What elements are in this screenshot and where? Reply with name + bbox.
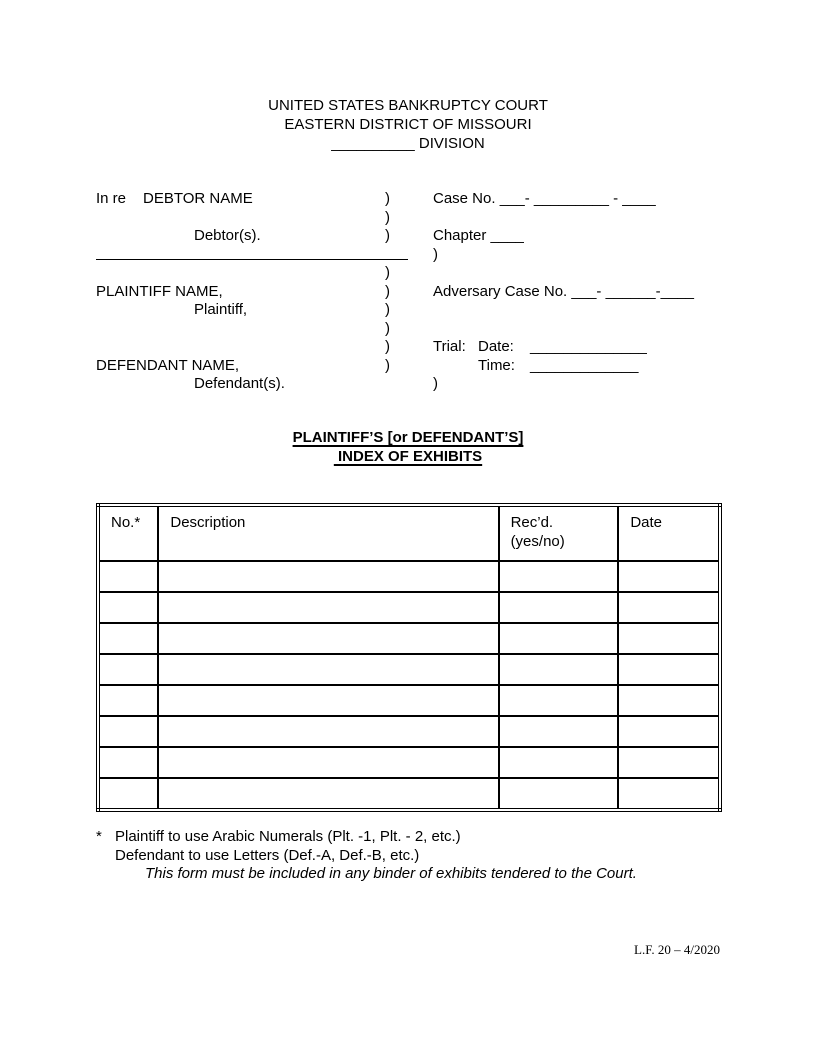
form-number: L.F. 20 – 4/2020 (634, 942, 720, 957)
cell-recd (499, 685, 619, 716)
caption-paren: ) (433, 375, 438, 392)
court-name: UNITED STATES BANKRUPTCY COURT (268, 97, 548, 114)
adversary-case-no-line: Adversary Case No. ___- ______-____ (433, 282, 694, 300)
cell-date (618, 778, 720, 810)
district-name: EASTERN DISTRICT OF MISSOURI (284, 116, 532, 133)
exhibit-row (98, 778, 720, 810)
case-no-line: Case No. ___- _________ - ____ (433, 190, 656, 207)
footnotes (96, 828, 722, 884)
caption-spacer (433, 320, 722, 339)
document-title-line2: INDEX OF EXHIBITS (333, 448, 483, 465)
document-title (0, 428, 816, 466)
cell-no (98, 654, 158, 685)
exhibits-table (96, 503, 722, 812)
plaintiff-label: Plaintiff, (194, 301, 248, 318)
col-header-no: No.* (98, 505, 158, 561)
cell-recd (499, 747, 619, 778)
division-line (0, 134, 816, 153)
caption-paren: ) (433, 245, 438, 263)
cell-no (98, 623, 158, 654)
court-header (0, 96, 816, 153)
cell-no (98, 561, 158, 592)
trial-time-label: Time: (478, 356, 515, 374)
caption-separator-row (96, 246, 433, 265)
caption-spacer (96, 338, 385, 357)
trial-time-blank: _____________ (530, 356, 639, 374)
caption-separator-line (96, 246, 408, 260)
division-label: DIVISION (418, 135, 485, 152)
cell-date (618, 623, 720, 654)
cell-description (158, 592, 498, 623)
cell-description (158, 747, 498, 778)
cell-description (158, 623, 498, 654)
exhibit-row (98, 561, 720, 592)
col-header-date: Date (618, 505, 720, 561)
cell-description (158, 716, 498, 747)
cell-recd (499, 592, 619, 623)
cell-date (618, 592, 720, 623)
cell-no (98, 592, 158, 623)
division-blank: __________ (331, 135, 415, 152)
exhibit-row (98, 654, 720, 685)
cell-recd (499, 654, 619, 685)
caption-paren: ) (385, 190, 390, 207)
caption-paren: ) (385, 264, 390, 281)
caption-paren: ) (385, 282, 390, 300)
trial-date-label: Date: (478, 338, 514, 355)
in-re-label: In re (96, 190, 127, 207)
caption-paren: ) (385, 356, 390, 374)
caption-spacer (385, 375, 433, 394)
cell-recd (499, 716, 619, 747)
exhibits-header-row (98, 505, 720, 561)
caption-spacer (433, 264, 722, 283)
defendant-label: Defendant(s). (194, 375, 285, 392)
cell-description (158, 685, 498, 716)
chapter-line: Chapter ____ (433, 227, 524, 244)
caption-paren: ) (385, 227, 390, 244)
col-header-description: Description (158, 505, 498, 561)
asterisk-marker: * (96, 828, 102, 845)
in-re-line (96, 190, 385, 209)
trial-date-line (433, 338, 722, 357)
caption-spacer (433, 301, 722, 320)
footnote-line1 (96, 828, 722, 847)
cell-description (158, 561, 498, 592)
footnote-binder-notice: This form must be included in any binder of exhibits tendered to the Court. (145, 865, 637, 882)
cell-date (618, 685, 720, 716)
cell-recd (499, 778, 619, 810)
caption-spacer (96, 264, 385, 283)
defendant-name: DEFENDANT NAME, (96, 356, 240, 374)
exhibit-row (98, 747, 720, 778)
exhibit-row (98, 592, 720, 623)
case-caption (96, 190, 722, 394)
caption-paren: ) (385, 208, 390, 226)
caption-spacer (96, 209, 385, 228)
plaintiff-name: PLAINTIFF NAME, (96, 282, 223, 300)
cell-no (98, 747, 158, 778)
exhibit-row (98, 623, 720, 654)
exhibit-row (98, 716, 720, 747)
cell-no (98, 685, 158, 716)
exhibit-row (98, 685, 720, 716)
debtor-label: Debtor(s). (194, 227, 261, 244)
cell-no (98, 716, 158, 747)
cell-recd (499, 561, 619, 592)
footnote-plaintiff: Plaintiff to use Arabic Numerals (Plt. -1, Plt. - 2, etc.) (115, 828, 461, 845)
footnote-defendant: Defendant to use Letters (Def.-A, Def.-B, etc.) (115, 846, 420, 864)
trial-date-blank: ______________ (530, 338, 647, 355)
debtor-name: DEBTOR NAME (143, 190, 253, 207)
caption-paren: ) (385, 338, 390, 355)
cell-date (618, 716, 720, 747)
col-header-recd: Rec’d. (yes/no) (499, 505, 619, 561)
cell-date (618, 561, 720, 592)
cell-description (158, 654, 498, 685)
caption-spacer (433, 209, 722, 228)
caption-spacer (96, 320, 385, 339)
cell-recd (499, 623, 619, 654)
caption-paren: ) (385, 301, 390, 318)
document-title-line1: PLAINTIFF’S [or DEFENDANT’S] (292, 429, 524, 446)
trial-label: Trial: (433, 338, 466, 355)
cell-no (98, 778, 158, 810)
trial-time-line (433, 357, 722, 376)
cell-date (618, 654, 720, 685)
cell-description (158, 778, 498, 810)
cell-date (618, 747, 720, 778)
caption-paren: ) (385, 319, 390, 337)
